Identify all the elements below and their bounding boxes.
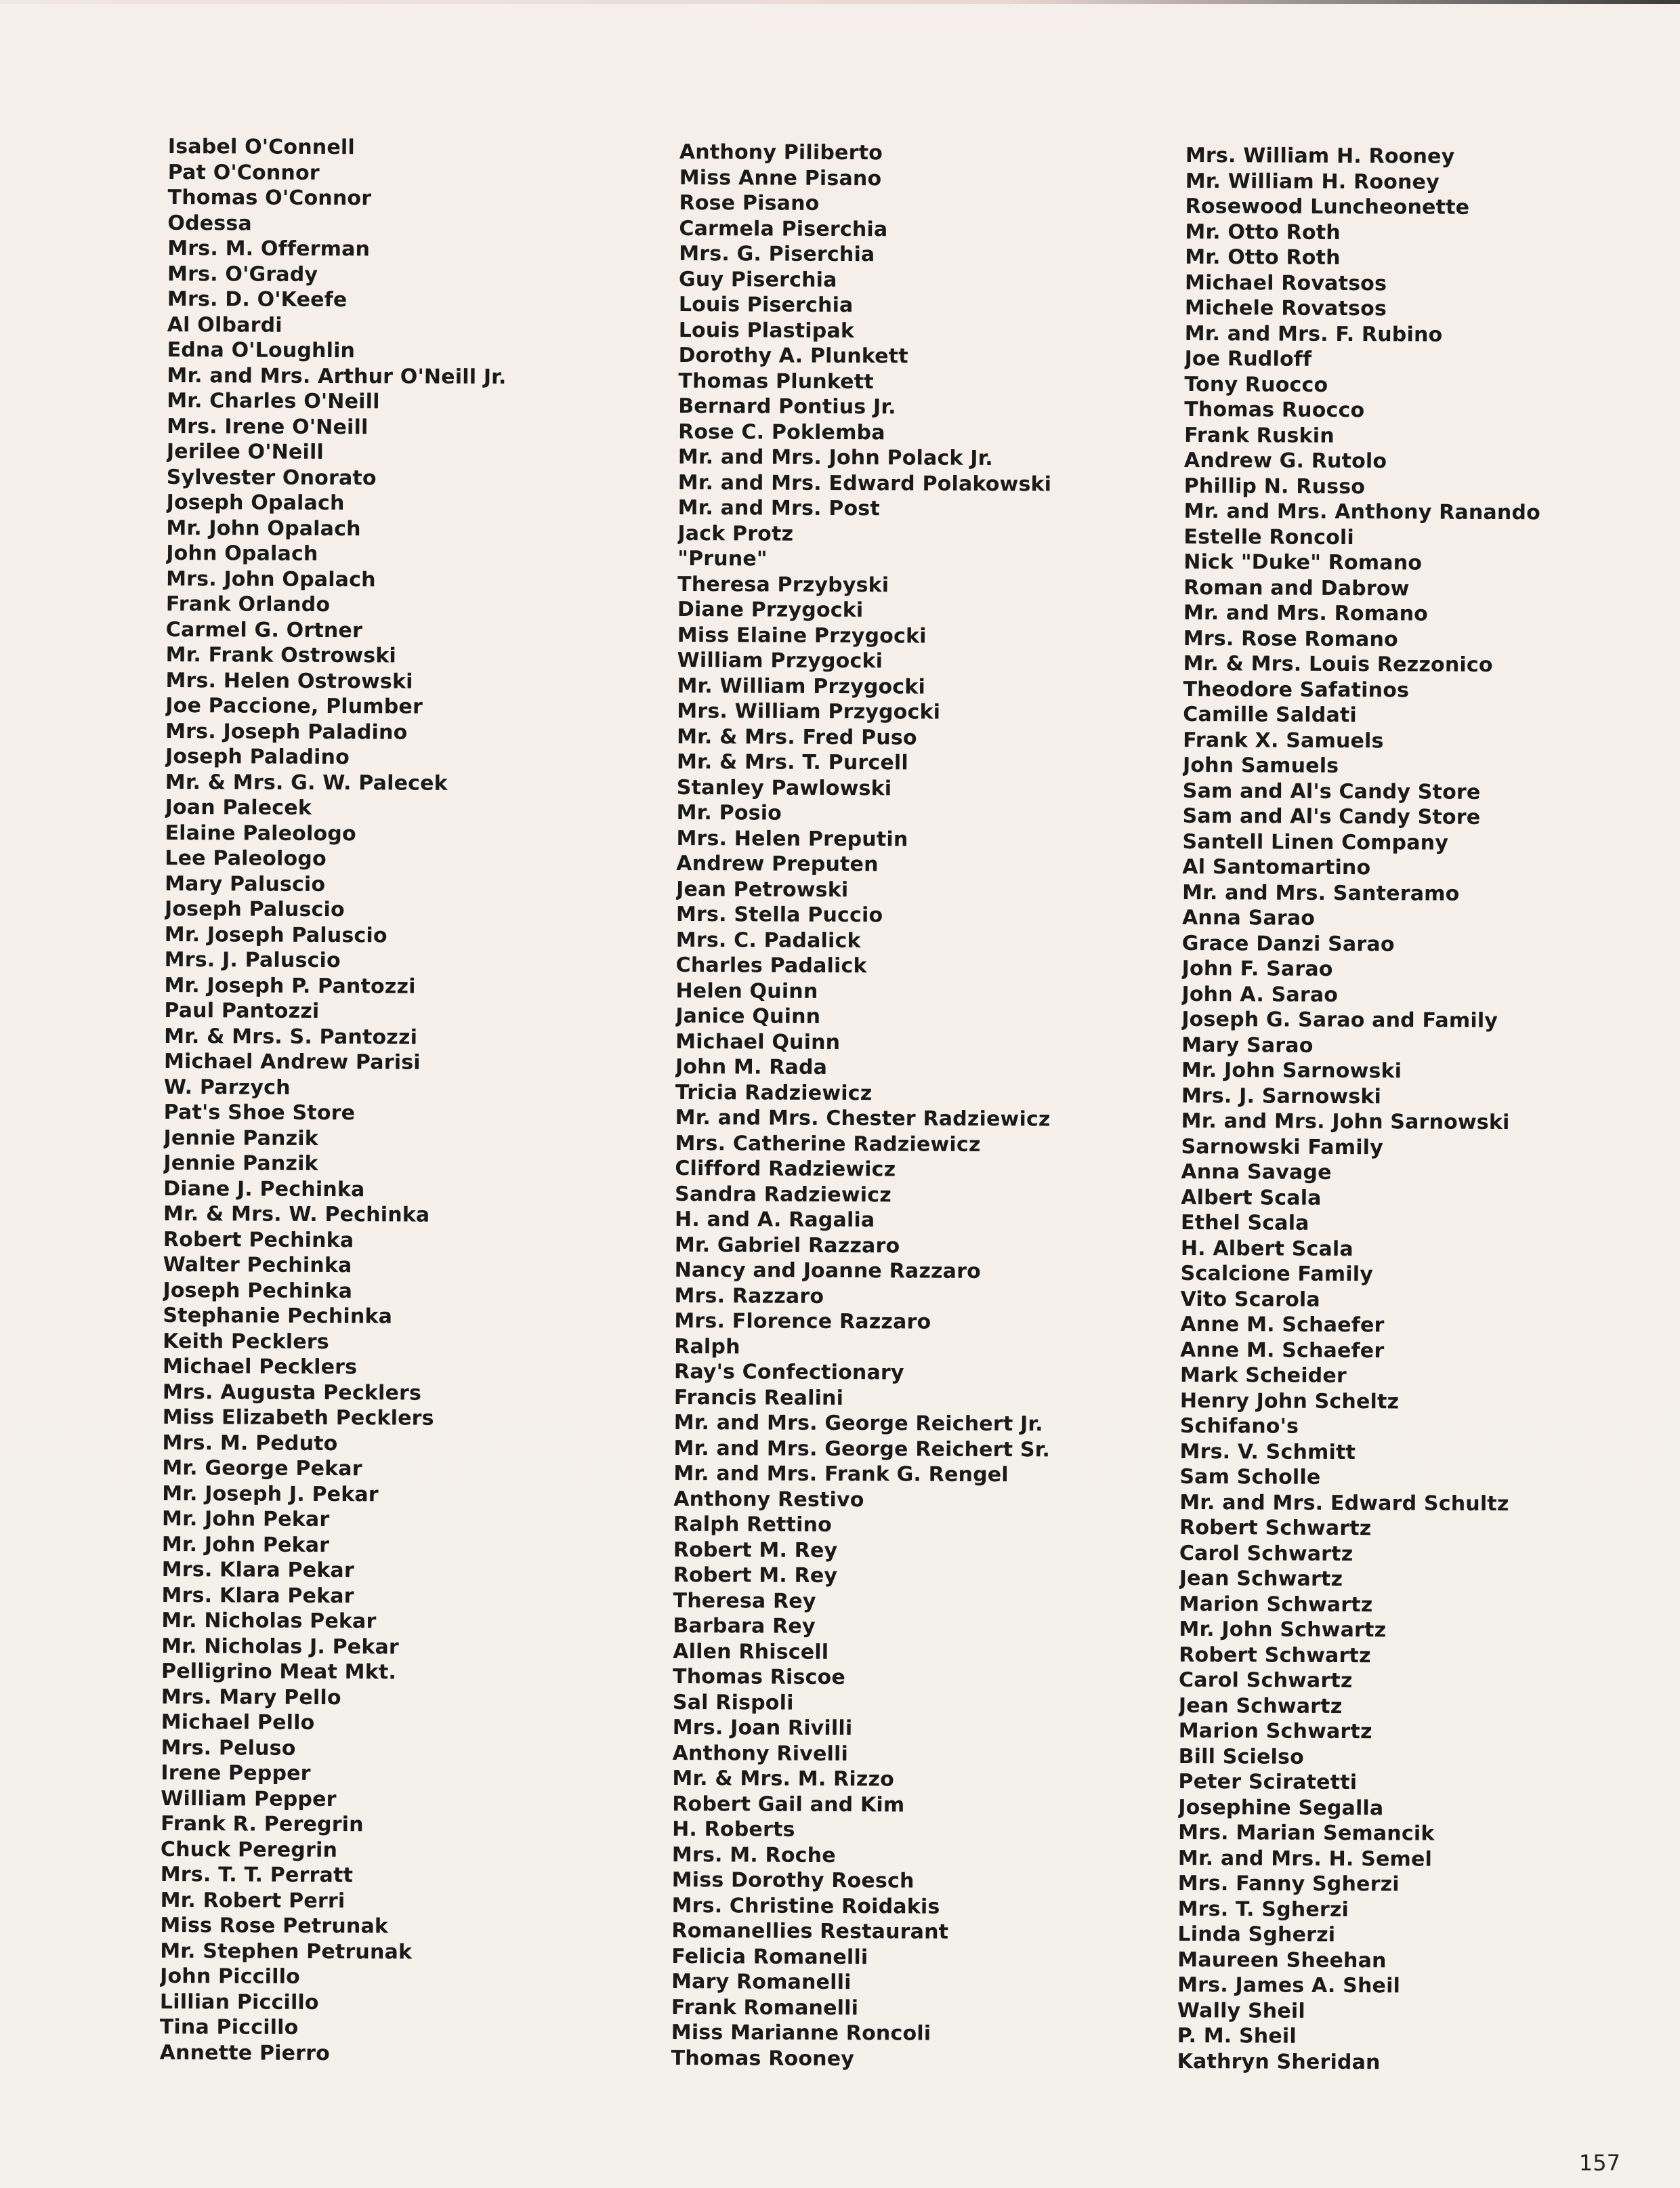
list-item: Michael Pello <box>161 1710 315 1735</box>
list-item: Phillip N. Russo <box>1183 474 1366 499</box>
list-item: Theodore Safatinos <box>1183 677 1410 702</box>
list-item: John M. Rada <box>675 1054 828 1079</box>
list-item: Clifford Radziewicz <box>675 1156 896 1182</box>
list-item: Robert Schwartz <box>1179 1643 1371 1668</box>
list-item: Mrs. Christine Roidakis <box>671 1893 940 1919</box>
list-item: Barbara Rey <box>673 1613 816 1638</box>
list-item: Jerilee O'Neill <box>166 439 324 465</box>
list-item: Joan Palecek <box>165 795 312 820</box>
list-item: Mr. John Sarnowski <box>1181 1058 1402 1083</box>
list-item: Mrs. Joan Rivilli <box>672 1715 853 1741</box>
list-item: Mrs. M. Peduto <box>162 1430 338 1456</box>
list-item: Thomas Riscoe <box>673 1664 846 1690</box>
list-item: Mrs. O'Grady <box>167 262 318 287</box>
list-item: Sam and Al's Candy Store <box>1182 804 1481 829</box>
list-item: Mrs. Fanny Sgherzi <box>1177 1871 1400 1897</box>
list-item: Mr. and Mrs. Santeramo <box>1182 880 1460 906</box>
list-item: Estelle Roncoli <box>1183 524 1354 550</box>
list-item: Mr. Joseph P. Pantozzi <box>164 973 416 999</box>
list-item: Mr. and Mrs. George Reichert Jr. <box>673 1410 1043 1437</box>
list-item: Mrs. T. Sgherzi <box>1177 1897 1349 1922</box>
list-item: Mr. William H. Rooney <box>1185 169 1440 194</box>
list-item: Thomas Rooney <box>671 2046 855 2071</box>
list-item: Maureen Sheehan <box>1177 1947 1387 1973</box>
list-item: Jean Petrowski <box>676 877 849 902</box>
list-item: Mr. & Mrs. W. Pechinka <box>163 1201 430 1227</box>
list-item: Michael Andrew Parisi <box>163 1049 421 1075</box>
list-item: Lee Paleologo <box>165 846 327 871</box>
list-item: Jennie Panzik <box>163 1126 319 1151</box>
list-item: Sal Rispoli <box>672 1690 794 1715</box>
list-item: Mrs. Stella Puccio <box>675 902 883 928</box>
list-item: John A. Sarao <box>1181 982 1339 1007</box>
list-item: Nancy and Joanne Razzaro <box>674 1258 982 1283</box>
page-top-edge <box>0 0 1680 4</box>
list-item: Mr. & Mrs. M. Rizzo <box>672 1766 895 1792</box>
list-item: Allen Rhiscell <box>673 1639 829 1664</box>
list-item: Ray's Confectionary <box>673 1359 904 1385</box>
list-item: Janice Quinn <box>675 1004 821 1029</box>
list-item: Mary Romanelli <box>671 1969 852 1995</box>
list-item: Mrs. William Przygocki <box>677 699 941 724</box>
list-item: Albert Scala <box>1181 1185 1322 1210</box>
list-item: Ralph <box>674 1334 740 1359</box>
list-item: Sandra Radziewicz <box>675 1182 892 1207</box>
list-item: H. Roberts <box>672 1817 795 1842</box>
list-item: Rose Pisano <box>679 190 820 215</box>
name-column-2 <box>671 140 1056 2072</box>
list-item: Mrs. M. Offerman <box>167 236 371 262</box>
list-item: Mrs. D. O'Keefe <box>167 287 348 312</box>
list-item: Diane J. Pechinka <box>163 1176 365 1201</box>
list-item: Andrew Preputen <box>676 851 879 877</box>
list-item: Mr. John Pekar <box>162 1506 330 1532</box>
list-item: Marion Schwartz <box>1179 1592 1373 1617</box>
list-item: Schifano's <box>1179 1413 1299 1439</box>
list-item: Mr. Gabriel Razzaro <box>674 1233 900 1258</box>
list-item: Mrs. M. Roche <box>671 1842 836 1867</box>
list-item: Grace Danzi Sarao <box>1181 931 1395 956</box>
list-item: Sarnowski Family <box>1181 1134 1384 1159</box>
list-item: Roman and Dabrow <box>1183 575 1410 600</box>
list-item: Joseph Paluscio <box>164 896 345 922</box>
list-item: H. Albert Scala <box>1180 1236 1353 1261</box>
list-item: Miss Elizabeth Pecklers <box>162 1405 434 1430</box>
list-item: Miss Rose Petrunak <box>160 1913 389 1939</box>
list-item: Diane Przygocki <box>677 597 864 623</box>
list-item: Sylvester Onorato <box>166 465 377 490</box>
list-item: Mary Sarao <box>1181 1033 1314 1058</box>
list-item: Mr. and Mrs. Frank G. Rengel <box>673 1461 1009 1487</box>
list-item: Pat O'Connor <box>167 160 320 185</box>
list-item: Mr. William Przygocki <box>677 674 926 699</box>
list-item: Mr. and Mrs. F. Rubino <box>1184 321 1443 347</box>
list-item: Robert Schwartz <box>1179 1515 1372 1541</box>
list-item: Anne M. Schaefer <box>1180 1312 1385 1338</box>
list-item: Mrs. Augusta Pecklers <box>162 1380 422 1405</box>
list-item: Thomas Ruocco <box>1184 397 1365 423</box>
list-item: Nick "Duke" Romano <box>1183 550 1423 575</box>
list-item: Linda Sgherzi <box>1177 1922 1336 1947</box>
list-item: Mr. Nicholas J. Pekar <box>161 1634 400 1659</box>
list-item: Annette Pierro <box>159 2040 331 2065</box>
list-item: Joe Paccione, Plumber <box>165 693 423 719</box>
list-item: Michele Rovatsos <box>1184 295 1387 321</box>
list-item: Frank Romanelli <box>671 1995 859 2020</box>
list-item: Henry John Scheltz <box>1179 1388 1400 1413</box>
list-item: Sam Scholle <box>1179 1464 1321 1489</box>
list-item: Louis Piserchia <box>678 292 854 318</box>
list-item: Francis Realini <box>673 1385 844 1410</box>
list-item: Mrs. Irene O'Neill <box>167 414 369 439</box>
list-item: Tina Piccillo <box>159 2015 299 2040</box>
list-item: Mrs. J. Sarnowski <box>1181 1083 1382 1109</box>
list-item: Miss Marianne Roncoli <box>671 2020 931 2046</box>
list-item: Michael Quinn <box>675 1029 841 1054</box>
list-item: Anthony Rivelli <box>672 1741 849 1766</box>
list-item: Joseph Opalach <box>166 490 345 516</box>
list-item: Miss Dorothy Roesch <box>671 1867 915 1893</box>
list-item: Mrs. Peluso <box>161 1735 296 1760</box>
list-item: Mrs. Helen Ostrowski <box>165 668 413 694</box>
list-item: Felicia Romanelli <box>671 1944 868 1969</box>
list-item: Rose C. Poklemba <box>678 419 885 445</box>
list-item: John F. Sarao <box>1181 956 1333 981</box>
list-item: Mr. and Mrs. H. Semel <box>1177 1846 1433 1872</box>
list-item: Mr. Joseph Paluscio <box>164 922 387 947</box>
list-item: Mary Paluscio <box>165 871 326 896</box>
list-item: H. and A. Ragalia <box>674 1207 875 1233</box>
list-item: Joe Rudloff <box>1184 346 1312 371</box>
list-item: Mr. and Mrs. John Polack Jr. <box>677 445 994 471</box>
list-item: Anthony Restivo <box>673 1487 864 1512</box>
list-item: Miss Elaine Przygocki <box>677 623 927 648</box>
list-item: Joseph Paladino <box>165 744 350 770</box>
list-item: Carol Schwartz <box>1179 1668 1353 1693</box>
list-item: Mr. Robert Perri <box>160 1888 345 1913</box>
list-item: Mark Scheider <box>1179 1363 1347 1388</box>
list-item: Mrs. Florence Razzaro <box>674 1308 931 1334</box>
list-item: Mrs. Klara Pekar <box>161 1583 354 1608</box>
list-item: Michael Pecklers <box>162 1354 358 1380</box>
list-item: Mr. Otto Roth <box>1185 245 1341 270</box>
list-item: Mr. Charles O'Neill <box>167 388 380 414</box>
list-item: Santell Linen Company <box>1182 829 1449 855</box>
list-item: Stanley Pawlowski <box>676 775 892 800</box>
list-item: Jean Schwartz <box>1178 1693 1343 1718</box>
list-item: Anne M. Schaefer <box>1180 1338 1385 1363</box>
list-item: Mr. and Mrs. Edward Polakowski <box>677 470 1052 496</box>
list-item: Mrs. James A. Sheil <box>1177 1973 1401 1998</box>
name-column-3 <box>1177 143 1542 2076</box>
list-item: Mrs. Joseph Paladino <box>165 719 408 745</box>
list-item: Anna Savage <box>1181 1159 1332 1184</box>
list-item: Mr. Frank Ostrowski <box>165 642 397 668</box>
list-item: P. M. Sheil <box>1177 2023 1297 2048</box>
list-item: Mr. & Mrs. G. W. Palecek <box>165 770 448 796</box>
list-item: Walter Pechinka <box>163 1252 352 1278</box>
list-item: Mr. and Mrs. Edward Schultz <box>1179 1490 1509 1516</box>
list-item: Scalcione Family <box>1180 1261 1374 1287</box>
list-item: Romanellies Restaurant <box>671 1918 949 1944</box>
list-item: Carol Schwartz <box>1179 1541 1353 1566</box>
list-item: Frank R. Peregrin <box>161 1811 364 1837</box>
list-item: Robert Pechinka <box>163 1227 354 1252</box>
list-item: Peter Sciratetti <box>1178 1769 1358 1795</box>
list-item: Mr. and Mrs. Anthony Ranando <box>1183 499 1541 525</box>
list-item: Mr. Posio <box>676 800 782 825</box>
list-item: Marion Schwartz <box>1178 1718 1372 1744</box>
list-item: Mr. Stephen Petrunak <box>160 1939 413 1964</box>
list-item: Pat's Shoe Store <box>163 1100 356 1126</box>
list-item: Camille Saldati <box>1183 702 1358 728</box>
list-item: Jennie Panzik <box>163 1151 318 1176</box>
list-item: Mr. Joseph J. Pekar <box>162 1481 379 1506</box>
list-item: Robert Gail and Kim <box>672 1792 905 1817</box>
list-item: Stephanie Pechinka <box>163 1303 393 1329</box>
list-item: Irene Pepper <box>161 1760 311 1786</box>
list-item: Miss Anne Pisano <box>679 165 882 190</box>
list-item: William Pepper <box>161 1786 337 1811</box>
list-item: Robert M. Rey <box>673 1537 838 1563</box>
page-number: 157 <box>1578 2150 1620 2176</box>
list-item: Mrs. Marian Semancik <box>1178 1820 1435 1846</box>
list-item: Carmel G. Ortner <box>165 617 363 642</box>
list-item: Bill Scielso <box>1178 1744 1305 1769</box>
list-item: Pelligrino Meat Mkt. <box>161 1659 397 1685</box>
list-item: Mr. George Pekar <box>162 1456 362 1481</box>
list-item: Mr. John Opalach <box>166 516 361 541</box>
list-item: John Opalach <box>166 541 318 566</box>
list-item: Frank X. Samuels <box>1183 728 1384 753</box>
list-item: Mrs. V. Schmitt <box>1179 1439 1356 1464</box>
list-item: Elaine Paleologo <box>165 821 356 846</box>
list-item: Bernard Pontius Jr. <box>678 394 896 419</box>
list-item: Mr. and Mrs. George Reichert Sr. <box>673 1436 1051 1462</box>
list-item: Mr. John Schwartz <box>1179 1617 1387 1643</box>
list-item: Guy Piserchia <box>679 267 837 292</box>
list-item: Tony Ruocco <box>1184 372 1328 397</box>
list-item: Ethel Scala <box>1180 1210 1309 1235</box>
list-item: Jean Schwartz <box>1179 1566 1343 1592</box>
list-item: Sam and Al's Candy Store <box>1182 779 1481 804</box>
list-item: Andrew G. Rutolo <box>1183 448 1387 474</box>
list-item: Mr. and Mrs. Romano <box>1183 600 1429 626</box>
list-item: William Przygocki <box>677 648 883 674</box>
list-item: Edna O'Loughlin <box>167 337 356 363</box>
list-item: Robert M. Rey <box>673 1563 838 1588</box>
list-item: Mrs. Klara Pekar <box>161 1557 354 1583</box>
list-item: Paul Pantozzi <box>164 998 320 1023</box>
list-item: Mrs. Helen Preputin <box>676 826 908 851</box>
list-item: Joseph Pechinka <box>163 1278 353 1303</box>
list-item: John Samuels <box>1182 753 1339 778</box>
list-item: Mr. & Mrs. S. Pantozzi <box>164 1024 418 1050</box>
list-item: Mr. and Mrs. John Sarnowski <box>1181 1109 1510 1135</box>
list-item: Jack Protz <box>677 521 794 546</box>
list-item: John Piccillo <box>160 1964 301 1989</box>
list-item: Mr. & Mrs. T. Purcell <box>676 749 909 775</box>
list-item: Michael Rovatsos <box>1185 270 1387 295</box>
list-item: Charles Padalick <box>675 953 867 978</box>
list-item: Rosewood Luncheonette <box>1185 194 1470 220</box>
list-item: Keith Pecklers <box>163 1329 329 1354</box>
list-item: Wally Sheil <box>1177 1998 1305 2023</box>
list-item: Mrs. John Opalach <box>166 566 376 592</box>
list-item: Mrs. Catherine Radziewicz <box>675 1131 981 1157</box>
list-item: Mrs. C. Padalick <box>675 928 861 953</box>
list-item: "Prune" <box>677 546 768 571</box>
list-item: Frank Orlando <box>165 592 331 617</box>
list-item: Joseph G. Sarao and Family <box>1181 1007 1498 1033</box>
list-item: Mrs. William H. Rooney <box>1185 143 1455 169</box>
list-item: Anna Sarao <box>1181 905 1316 930</box>
list-item: Kathryn Sheridan <box>1177 2049 1381 2074</box>
list-item: Josephine Segalla <box>1178 1795 1384 1820</box>
list-item: Mrs. Razzaro <box>674 1283 824 1308</box>
list-item: Mr. and Mrs. Post <box>677 495 880 521</box>
list-item: W. Parzych <box>163 1075 291 1100</box>
list-item: Al Olbardi <box>167 312 282 337</box>
list-item: Mr. John Pekar <box>161 1532 330 1557</box>
list-item: Isabel O'Connell <box>167 134 355 160</box>
list-item: Tricia Radziewicz <box>675 1080 873 1105</box>
list-item: Odessa <box>167 211 252 236</box>
list-item: Dorothy A. Plunkett <box>678 343 908 369</box>
list-item: Mrs. T. T. Perratt <box>160 1862 354 1888</box>
list-item: Theresa Rey <box>673 1588 816 1613</box>
list-item: Mrs. J. Paluscio <box>164 947 341 973</box>
list-item: Mrs. Mary Pello <box>161 1685 341 1710</box>
list-item: Theresa Przybyski <box>677 572 889 597</box>
list-item: Mrs. G. Piserchia <box>679 241 875 267</box>
list-item: Frank Ruskin <box>1184 423 1335 448</box>
list-item: Lillian Piccillo <box>159 1989 319 2015</box>
list-item: Mr. and Mrs. Chester Radziewicz <box>675 1105 1051 1132</box>
list-item: Al Santomartino <box>1182 854 1371 880</box>
list-item: Mr. & Mrs. Fred Puso <box>677 724 917 750</box>
list-item: Thomas Plunkett <box>678 369 874 394</box>
list-item: Vito Scarola <box>1180 1287 1320 1312</box>
list-item: Ralph Rettino <box>673 1512 833 1537</box>
list-item: Mr. Otto Roth <box>1185 220 1341 245</box>
list-item: Carmela Piserchia <box>679 216 888 241</box>
list-item: Helen Quinn <box>675 978 818 1004</box>
list-item: Louis Plastipak <box>678 318 855 343</box>
list-item: Thomas O'Connor <box>167 185 372 211</box>
list-item: Mr. and Mrs. Arthur O'Neill Jr. <box>167 363 507 389</box>
name-column-1 <box>160 134 508 2067</box>
list-item: Mrs. Rose Romano <box>1183 626 1398 651</box>
list-item: Anthony Piliberto <box>679 140 883 165</box>
list-item: Mr. & Mrs. Louis Rezzonico <box>1183 651 1493 677</box>
list-item: Chuck Peregrin <box>160 1837 338 1862</box>
list-item: Mr. Nicholas Pekar <box>161 1608 377 1634</box>
